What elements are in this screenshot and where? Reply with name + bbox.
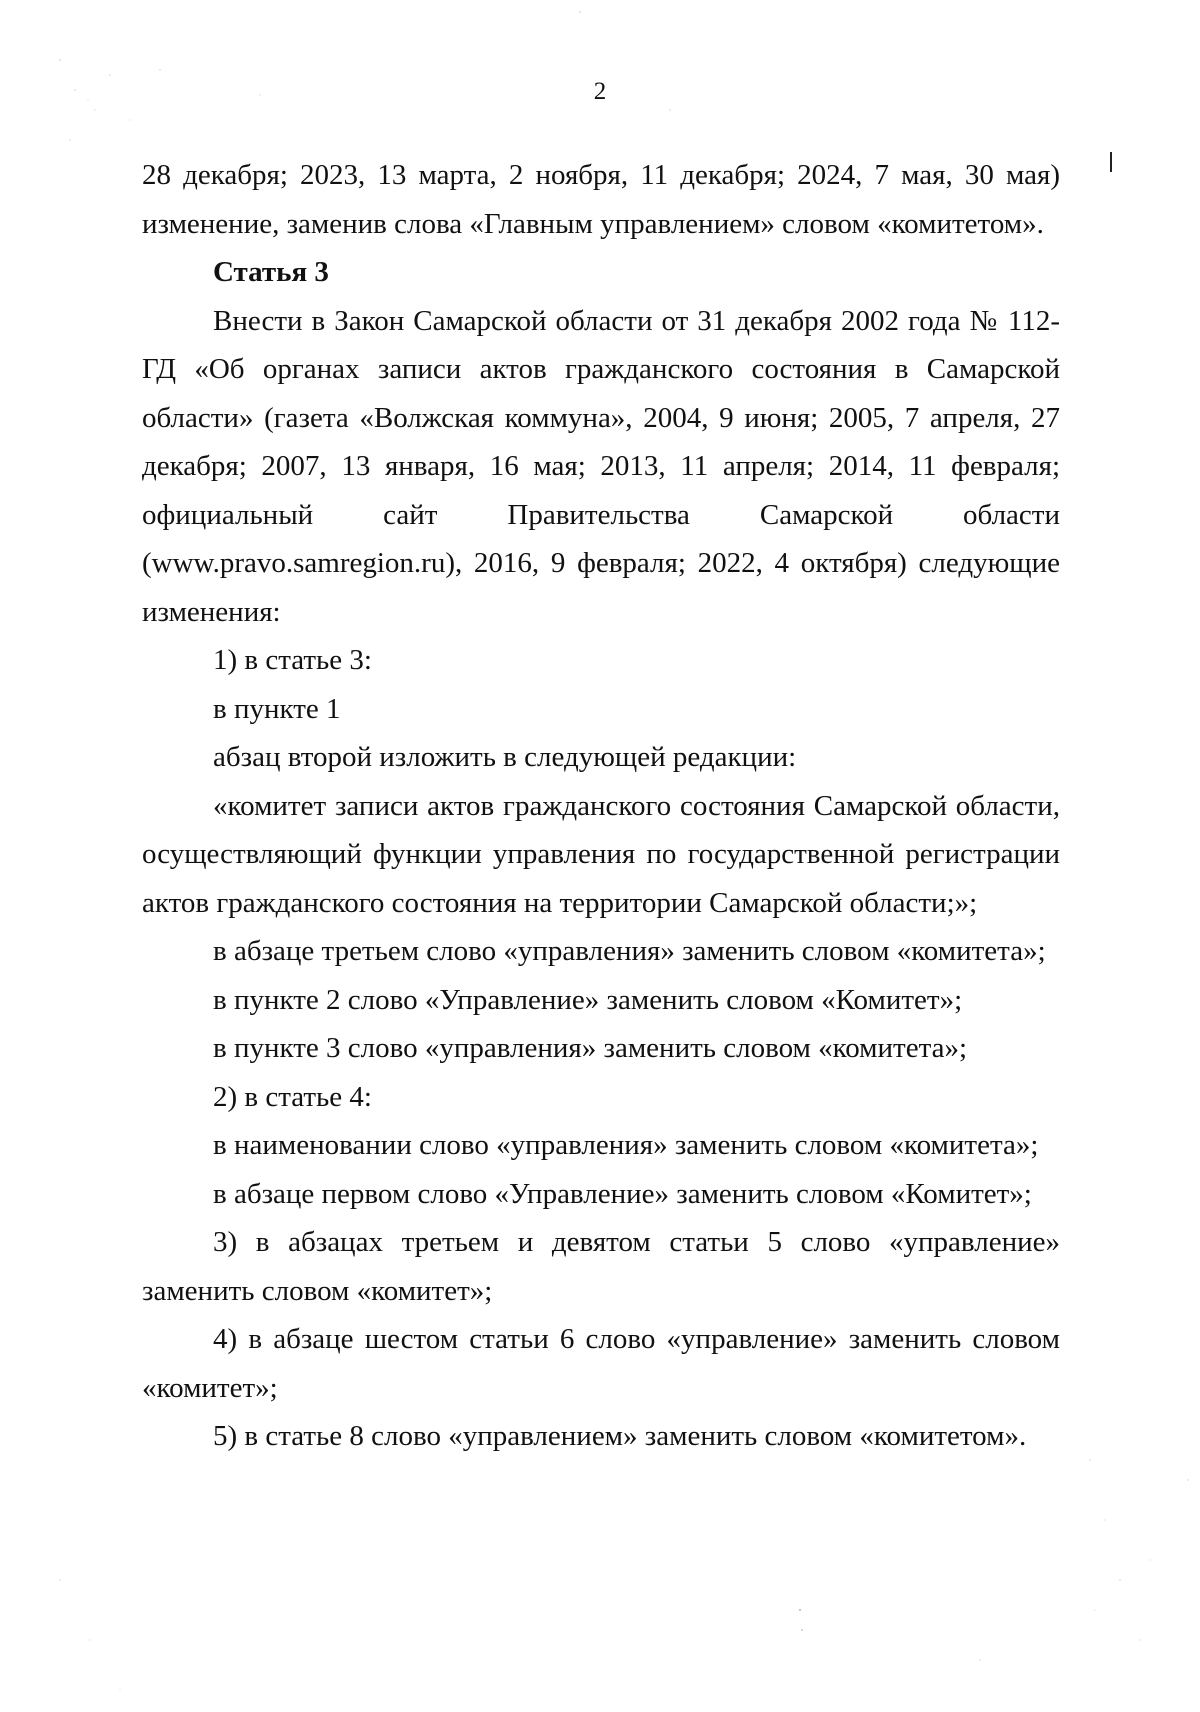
quoted-paragraph: «комитет записи актов гражданского состояния Самарской области, осуществляющий функции управления по государственной регистрации актов гражданского состояния на территории Самарской области;»;: [142, 789, 1060, 919]
list-item: в пункте 1: [213, 692, 341, 725]
list-item: 1) в статье 3:: [213, 644, 372, 676]
list-item: в абзаце третьем слово «управления» заменить словом «комитета»;: [213, 935, 1046, 967]
list-item: в наименовании слово «управления» заменить словом «комитета»;: [213, 1129, 1039, 1161]
list-item: 3) в абзацах третьем и девятом статьи 5 слово «управление» заменить словом «комитет»;: [142, 1226, 1060, 1307]
list-item: 5) в статье 8 слово «управлением» заменить словом «комитетом».: [213, 1420, 1027, 1452]
paragraph-intro: Внести в Закон Самарской области от 31 декабря 2002 года № 112-ГД «Об органах записи актов гражданского состояния в Самарской области» (газета «Волжская коммуна», 2004, 9 июня; 2005, 7 апреля, 27 декабря; 2007, 13 января, 16 мая; 2013, 11 апреля; 2014, 11 февраля; официальный сайт Правительства Самарской области (www.pravo.samregion.ru), 2016, 9 февраля; 2022, 4 октября) следующие изменения:: [142, 304, 1060, 628]
page-number: 2: [593, 78, 607, 105]
list-item: в пункте 3 слово «управления» заменить словом «комитета»;: [213, 1032, 968, 1064]
margin-mark: [1110, 152, 1112, 172]
list-item: в абзаце первом слово «Управление» заменить словом «Комитет»;: [213, 1177, 1032, 1210]
list-item: 4) в абзаце шестом статьи 6 слово «управление» заменить словом «комитет»;: [142, 1323, 1060, 1404]
list-item: 2) в статье 4:: [213, 1080, 372, 1113]
list-item: в пункте 2 слово «Управление» заменить словом «Комитет»;: [213, 983, 963, 1016]
list-item: абзац второй изложить в следующей редакции:: [213, 741, 797, 773]
document-body: [142, 151, 1060, 1461]
article-heading: Статья 3: [213, 256, 329, 288]
paragraph-continuation: 28 декабря; 2023, 13 марта, 2 ноября, 11 декабря; 2024, 7 мая, 30 мая) изменение, заменив слова «Главным управлением» словом «комитетом».: [142, 159, 1060, 240]
